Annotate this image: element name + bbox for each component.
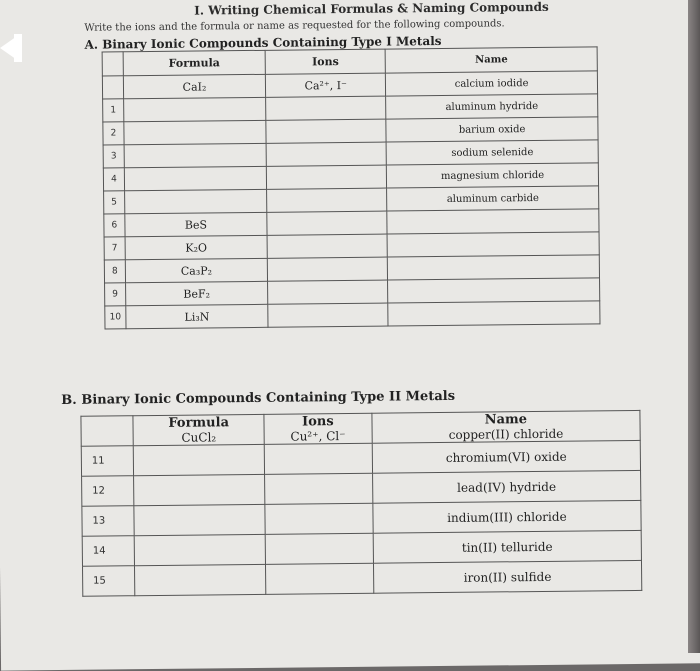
name-cell[interactable]: aluminum carbide bbox=[387, 186, 599, 211]
example-name: calcium iodide bbox=[386, 71, 598, 96]
formula-cell: BeS bbox=[125, 212, 267, 236]
formula-cell[interactable] bbox=[134, 444, 265, 475]
formula-cell[interactable] bbox=[135, 534, 266, 565]
table-row bbox=[82, 560, 641, 596]
formula-cell[interactable] bbox=[124, 143, 266, 167]
ions-cell[interactable] bbox=[266, 142, 386, 166]
instructions-text: Write the ions and the formula or name as requested for the following compounds. bbox=[84, 18, 505, 34]
formula-header: Formula bbox=[168, 415, 230, 431]
ions-cell[interactable] bbox=[264, 443, 372, 474]
row-number: 1 bbox=[103, 99, 124, 122]
section-b-heading: B. Binary Ionic Compounds Containing Type II Metals bbox=[61, 388, 456, 408]
name-cell[interactable]: magnesium chloride bbox=[387, 163, 599, 188]
name-cell: iron(II) sulfide bbox=[373, 560, 642, 593]
name-cell[interactable] bbox=[388, 301, 600, 326]
example-formula: CaI₂ bbox=[123, 74, 265, 98]
example-ions-cell bbox=[264, 413, 372, 444]
section-a-table bbox=[102, 46, 601, 329]
formula-cell[interactable] bbox=[124, 166, 266, 190]
ions-cell[interactable] bbox=[264, 473, 372, 504]
ions-cell[interactable] bbox=[266, 96, 386, 120]
row-number: 9 bbox=[105, 283, 126, 306]
row-number: 3 bbox=[103, 145, 124, 168]
example-number-cell bbox=[81, 416, 134, 447]
formula-cell[interactable] bbox=[134, 474, 265, 505]
name-cell[interactable]: barium oxide bbox=[386, 117, 598, 142]
ions-cell[interactable] bbox=[265, 533, 373, 564]
row-number: 14 bbox=[82, 536, 135, 567]
row-number: 2 bbox=[103, 122, 124, 145]
row-number: 6 bbox=[104, 214, 125, 237]
row-number: 10 bbox=[105, 306, 126, 329]
example-name: copper(II) chloride bbox=[448, 426, 564, 442]
formula-cell[interactable] bbox=[124, 189, 266, 213]
section-a-heading: A. Binary Ionic Compounds Containing Type I Metals bbox=[84, 33, 442, 52]
formula-cell[interactable] bbox=[135, 564, 266, 595]
formula-cell[interactable] bbox=[124, 120, 266, 144]
row-number: 12 bbox=[82, 476, 135, 507]
formula-cell: Li₃N bbox=[126, 304, 268, 328]
name-cell[interactable] bbox=[388, 278, 600, 303]
formula-cell[interactable] bbox=[124, 97, 266, 121]
formula-header: Formula bbox=[123, 50, 265, 75]
row-number: 8 bbox=[104, 260, 125, 283]
formula-cell: Ca₃P₂ bbox=[125, 258, 267, 282]
ions-cell[interactable] bbox=[268, 280, 388, 304]
page-title: I. Writing Chemical Formulas & Naming Compounds bbox=[194, 0, 549, 18]
name-cell[interactable]: aluminum hydride bbox=[386, 94, 598, 119]
ions-header: Ions bbox=[301, 414, 334, 430]
formula-cell[interactable] bbox=[134, 504, 265, 535]
name-cell: indium(III) chloride bbox=[373, 500, 642, 533]
name-cell[interactable]: sodium selenide bbox=[386, 140, 598, 165]
row-number: 15 bbox=[82, 566, 135, 597]
example-name-cell bbox=[372, 410, 641, 443]
name-cell: tin(II) telluride bbox=[373, 530, 642, 563]
example-formula: CuCl₂ bbox=[181, 430, 217, 445]
ions-cell[interactable] bbox=[266, 119, 386, 143]
example-formula-cell bbox=[133, 414, 264, 445]
name-cell: lead(IV) hydride bbox=[372, 470, 641, 503]
ions-header: Ions bbox=[265, 49, 385, 74]
example-ions: Cu²⁺, Cl⁻ bbox=[290, 429, 346, 444]
number-header-cell bbox=[102, 52, 123, 76]
name-cell[interactable] bbox=[387, 209, 599, 234]
ions-cell[interactable] bbox=[265, 563, 373, 594]
name-cell: chromium(VI) oxide bbox=[372, 440, 641, 473]
desk-edge bbox=[688, 0, 700, 653]
ions-cell[interactable] bbox=[267, 257, 387, 281]
row-number: 13 bbox=[82, 506, 135, 537]
formula-cell: BeF₂ bbox=[125, 281, 267, 305]
ions-cell[interactable] bbox=[267, 188, 387, 212]
name-header: Name bbox=[484, 412, 528, 428]
name-header: Name bbox=[385, 47, 597, 73]
ions-cell[interactable] bbox=[268, 303, 388, 327]
page-tab-marker-bar bbox=[14, 34, 22, 62]
example-ions: Ca²⁺, I⁻ bbox=[265, 73, 385, 97]
ions-cell[interactable] bbox=[267, 211, 387, 235]
row-number: 5 bbox=[104, 191, 125, 214]
table-row bbox=[105, 301, 600, 329]
example-number-cell bbox=[102, 76, 123, 99]
ions-cell[interactable] bbox=[266, 165, 386, 189]
row-number: 4 bbox=[103, 168, 124, 191]
ions-cell[interactable] bbox=[265, 503, 373, 534]
row-number: 11 bbox=[81, 446, 134, 477]
row-number: 7 bbox=[104, 237, 125, 260]
name-cell[interactable] bbox=[388, 255, 600, 280]
ions-cell[interactable] bbox=[267, 234, 387, 258]
name-cell[interactable] bbox=[387, 232, 599, 257]
section-b-table bbox=[80, 410, 642, 597]
formula-cell: K₂O bbox=[125, 235, 267, 259]
